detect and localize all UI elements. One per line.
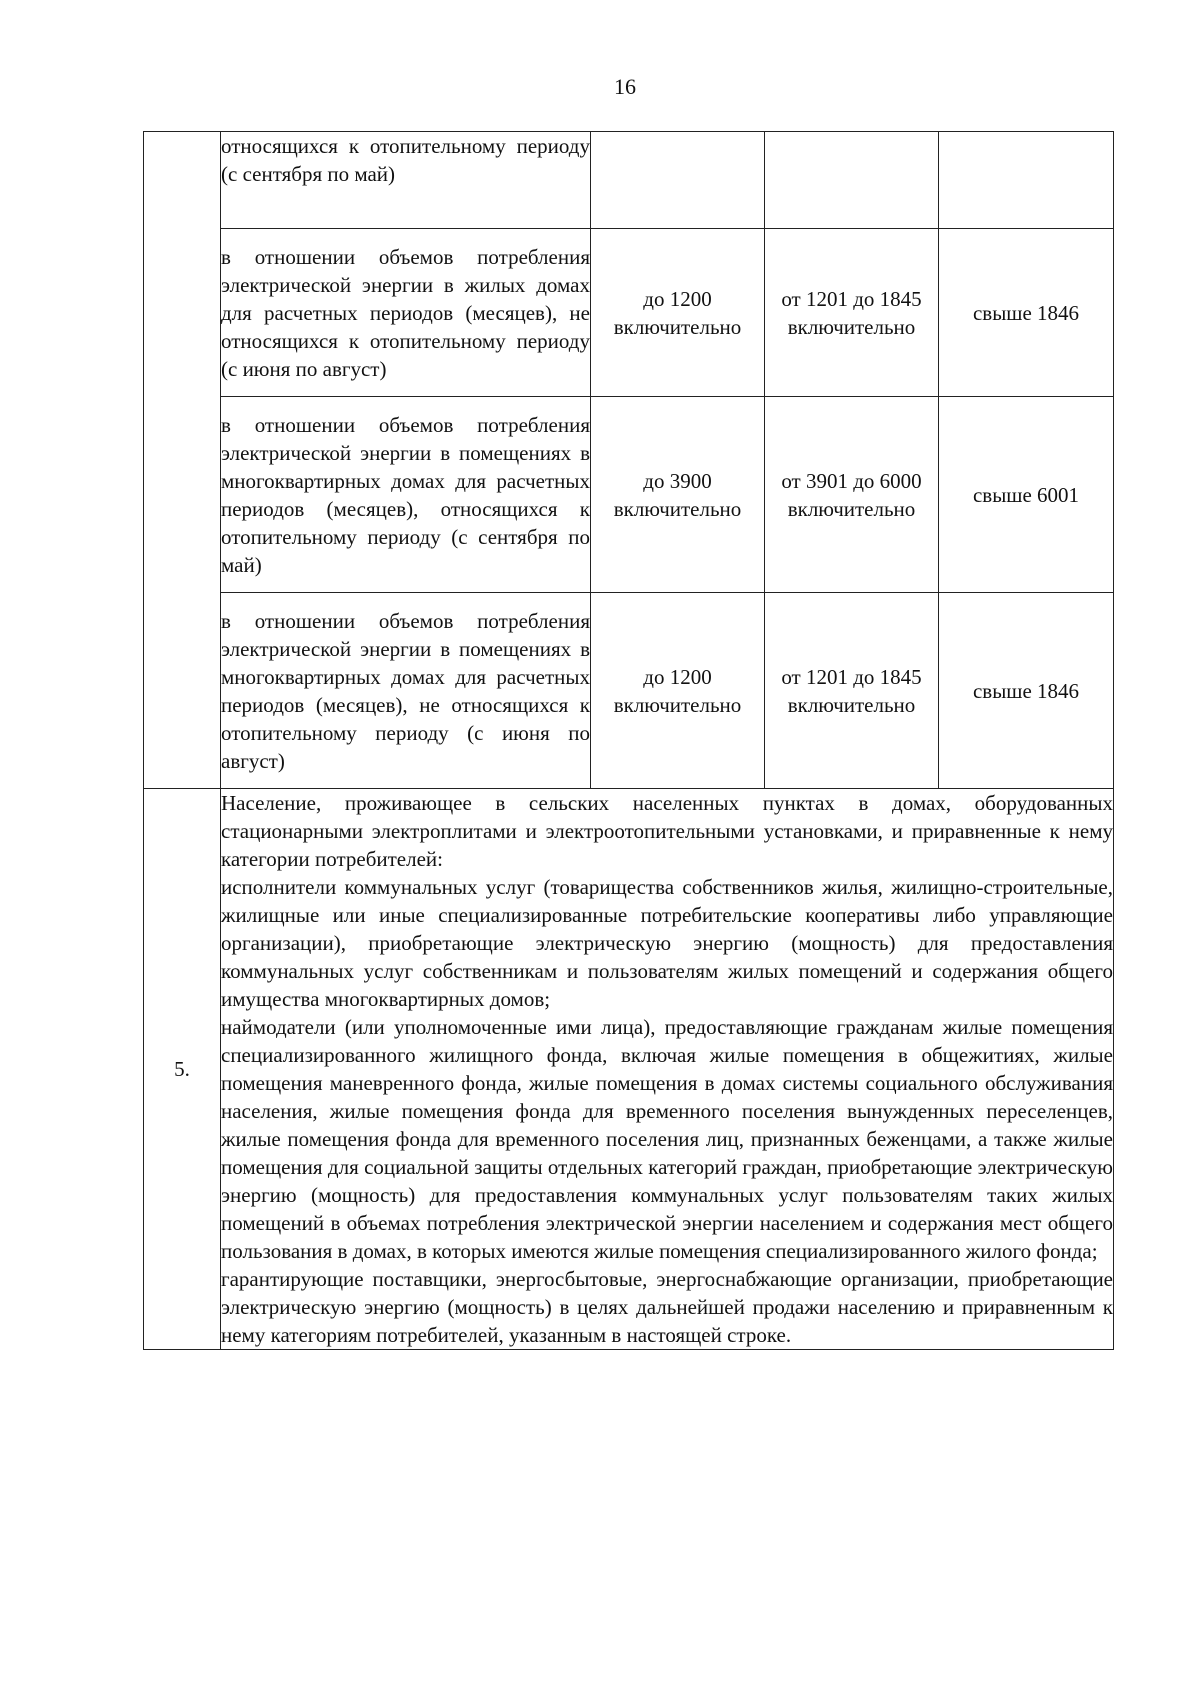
page-number: 16 (614, 74, 636, 99)
table-row (144, 132, 1114, 229)
row-description: относящихся к отопительному периоду (с сентября по май) (221, 132, 591, 229)
row-5-paragraph: Население, проживающее в сельских населенных пунктах в домах, оборудованных стационарными электроплитами и электроотопительными установками, и приравненные к нему категории потребителей: (221, 791, 1113, 871)
range-low-cell: до 1200 включительно (591, 593, 765, 789)
range-high-cell: свыше 6001 (939, 397, 1114, 593)
row-5-paragraph: гарантирующие поставщики, энергосбытовые, энергоснабжающие организации, приобретающие электрическую энергию (мощность) в целях дальнейшей продажи населению и приравненным к нему категориям потребителей, указанным в настоящей строке. (221, 1267, 1113, 1347)
range-low-cell (591, 132, 765, 229)
range-mid-cell: от 1201 до 1845 включительно (765, 593, 939, 789)
row-description: в отношении объемов потребления электрической энергии в помещениях в многоквартирных домах для расчетных периодов (месяцев), не относящихся к отопительному периоду (с июня по август) (221, 593, 591, 789)
row-5-paragraph: наймодатели (или уполномоченные ими лица), предоставляющие гражданам жилые помещения специализированного жилищного фонда, включая жилые помещения в общежитиях, жилые помещения маневренного фонда, жилые помещения в домах системы социального обслуживания населения, жилые помещения фонда для временного поселения вынужденных переселенцев, жилые помещения фонда для временного поселения лиц, признанных беженцами, а также жилые помещения для социальной защиты отдельных категорий граждан, приобретающие электрическую энергию (мощность) для предоставления коммунальных услуг пользователям таких жилых помещений в объемах потребления электрической энергии населением и содержания мест общего пользования в домах, в которых имеются жилые помещения специализированного жилого фонда; (221, 1015, 1113, 1263)
table-row (144, 593, 1114, 789)
row-5-paragraph: исполнители коммунальных услуг (товарищества собственников жилья, жилищно-строительные, жилищные или иные специализированные потребительские кооперативы либо управляющие организации), приобретающие электрическую энергию (мощность) для предоставления коммунальных услуг собственникам и пользователям жилых помещений и содержания общего имущества многоквартирных домов; (221, 875, 1113, 1011)
table-row (144, 229, 1114, 397)
range-high-cell (939, 132, 1114, 229)
range-mid-cell: от 3901 до 6000 включительно (765, 397, 939, 593)
range-low-cell: до 3900 включительно (591, 397, 765, 593)
row-number-cell (144, 132, 221, 789)
table-row (144, 397, 1114, 593)
range-low-cell: до 1200 включительно (591, 229, 765, 397)
range-mid-cell: от 1201 до 1845 включительно (765, 229, 939, 397)
tariff-table (143, 131, 1114, 1350)
range-high-cell: свыше 1846 (939, 229, 1114, 397)
range-mid-cell (765, 132, 939, 229)
row-description: в отношении объемов потребления электрической энергии в помещениях в многоквартирных домах для расчетных периодов (месяцев), относящихся к отопительному периоду (с сентября по май) (221, 397, 591, 593)
table-row-5 (144, 789, 1114, 1350)
row-5-content (221, 789, 1114, 1350)
row-number: 5. (144, 789, 221, 1350)
row-description: в отношении объемов потребления электрической энергии в жилых домах для расчетных периодов (месяцев), не относящихся к отопительному периоду (с июня по август) (221, 229, 591, 397)
range-high-cell: свыше 1846 (939, 593, 1114, 789)
